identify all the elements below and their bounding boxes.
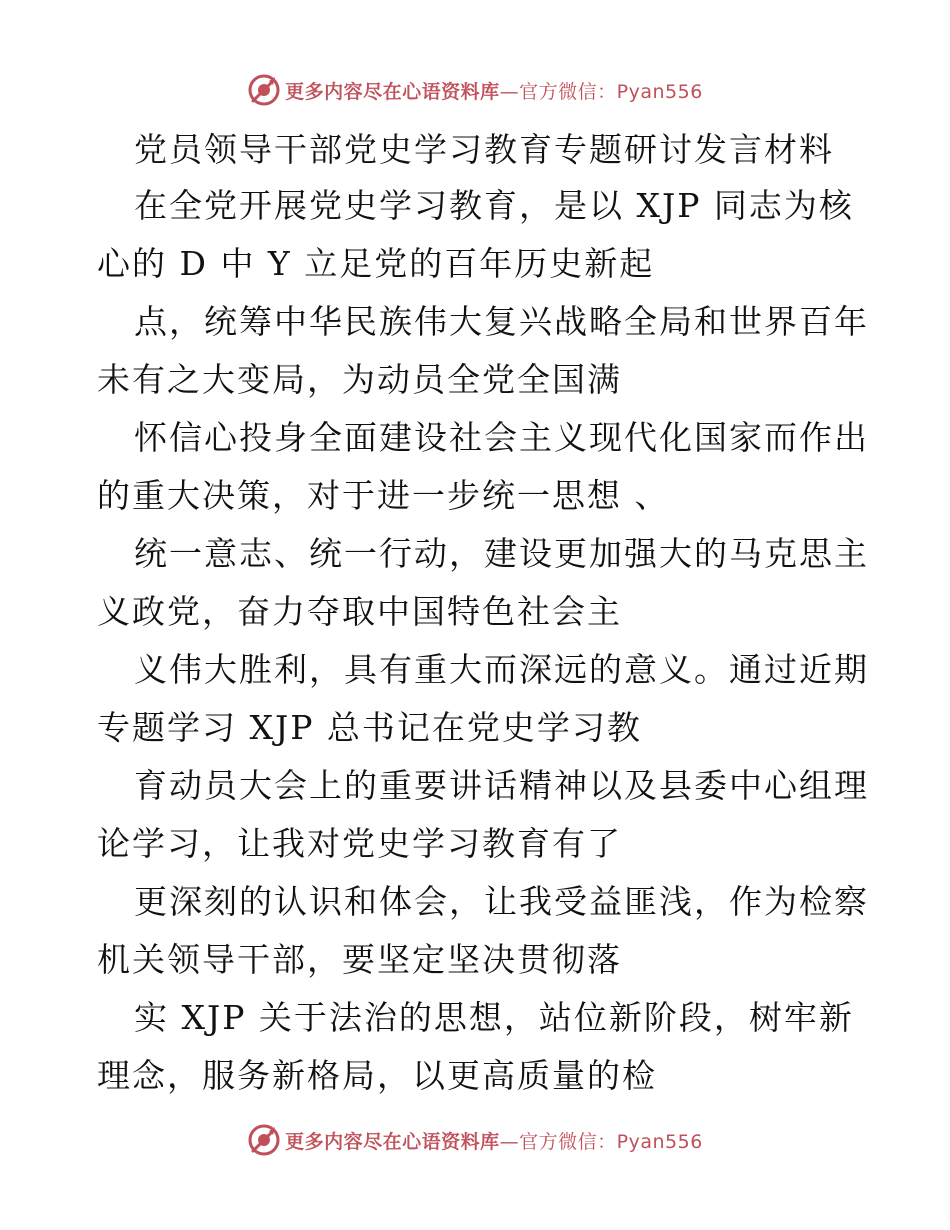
paragraph-line: 的重大决策，对于进一步统一思想 、 xyxy=(97,476,670,515)
paragraph-line: 点，统筹中华民族伟大复兴战略全局和世界百年 xyxy=(134,302,869,341)
paragraph-line: 育动员大会上的重要讲话精神以及县委中心组理 xyxy=(134,766,869,805)
document-title: 党员领导干部党史学习教育专题研讨发言材料 xyxy=(134,130,834,169)
footer-banner xyxy=(0,1120,950,1160)
brand-logo-icon xyxy=(247,1123,281,1157)
header-brand-text: 更多内容尽在心语资料库 xyxy=(285,80,500,103)
paragraph-line: 理念，服务新格局，以更高质量的检 xyxy=(97,1056,657,1095)
footer-banner-text xyxy=(285,1127,703,1154)
paragraph-line: 论学习，让我对党史学习教育有了 xyxy=(97,824,622,863)
paragraph-line: 专题学习 XJP 总书记在党史学习教 xyxy=(97,708,642,747)
brand-logo-icon xyxy=(247,73,281,107)
paragraph-line: 实 XJP 关于法治的思想，站位新阶段，树牢新 xyxy=(134,998,854,1037)
paragraph-line: 更深刻的认识和体会，让我受益匪浅，作为检察 xyxy=(134,882,869,921)
paragraph-line: 在全党开展党史学习教育，是以 XJP 同志为核 xyxy=(134,186,854,225)
paragraph-line: 怀信心投身全面建设社会主义现代化国家而作出 xyxy=(134,418,869,457)
paragraph-line: 未有之大变局，为动员全党全国满 xyxy=(97,360,622,399)
paragraph-line: 心的 D 中 Y 立足党的百年历史新起 xyxy=(97,244,655,283)
footer-separator: — xyxy=(499,1130,520,1153)
header-wechat-text: 官方微信：Pyan556 xyxy=(519,80,703,103)
header-banner-text xyxy=(285,77,703,104)
footer-brand-text: 更多内容尽在心语资料库 xyxy=(285,1130,500,1153)
paragraph-line: 统一意志、统一行动，建设更加强大的马克思主 xyxy=(134,534,869,573)
header-separator: — xyxy=(499,80,520,103)
footer-wechat-text: 官方微信：Pyan556 xyxy=(519,1130,703,1153)
paragraph-line: 机关领导干部，要坚定坚决贯彻落 xyxy=(97,940,622,979)
paragraph-line: 义政党，奋力夺取中国特色社会主 xyxy=(97,592,622,631)
paragraph-line: 义伟大胜利，具有重大而深远的意义。通过近期 xyxy=(134,650,869,689)
header-banner xyxy=(0,70,950,110)
